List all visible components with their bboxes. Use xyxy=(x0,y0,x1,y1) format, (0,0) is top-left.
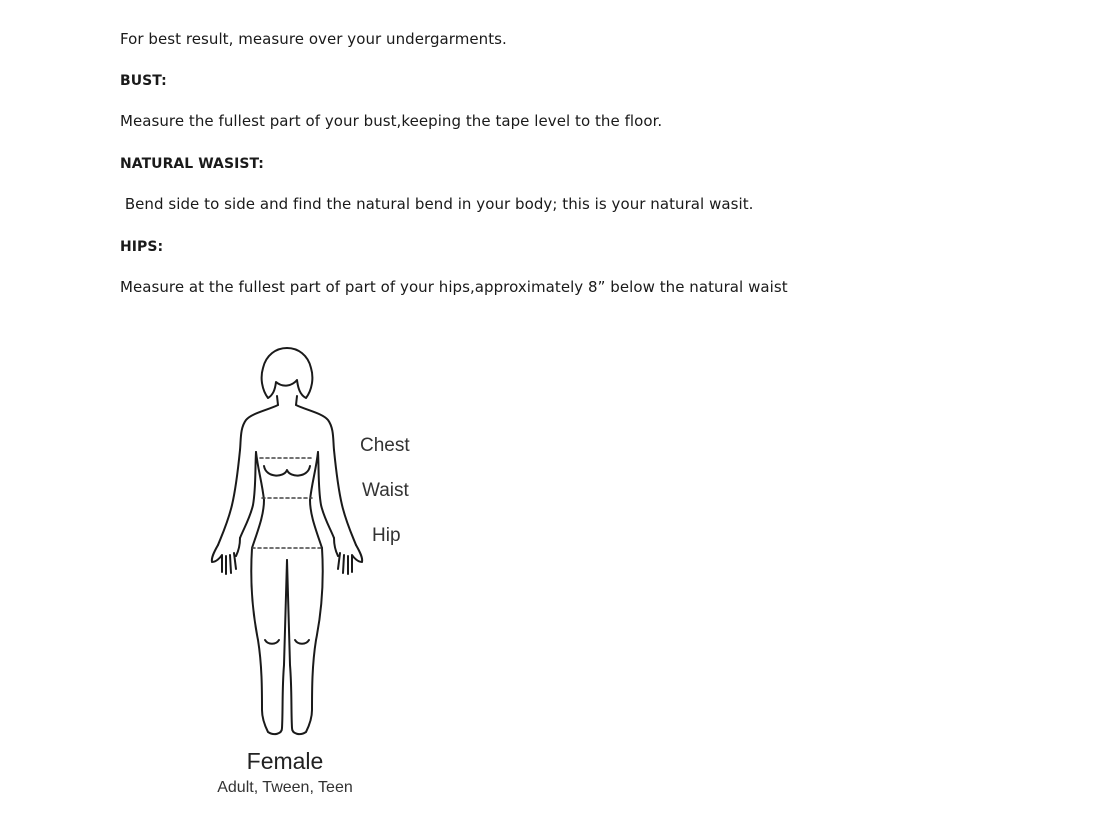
hip-label: Hip xyxy=(372,525,401,546)
intro-text: For best result, measure over your undergarments. xyxy=(120,30,507,48)
chest-label: Chest xyxy=(360,435,410,456)
hips-instructions: Measure at the fullest part of part of your hips,approximately 8” below the natural waist xyxy=(120,278,788,296)
head-outline xyxy=(262,348,313,405)
torso-outline xyxy=(218,405,356,548)
bust-heading: BUST: xyxy=(120,73,167,89)
legs-outline xyxy=(251,548,323,734)
figure-caption-subtitle: Adult, Tween, Teen xyxy=(217,779,353,796)
hips-heading: HIPS: xyxy=(120,239,164,255)
bust-instructions: Measure the fullest part of your bust,keeping the tape level to the floor. xyxy=(120,112,663,130)
waist-instructions: Bend side to side and find the natural bend in your body; this is your natural wasit. xyxy=(120,195,754,213)
figure-caption-title: Female xyxy=(246,748,324,774)
waist-label: Waist xyxy=(362,480,409,501)
waist-heading: NATURAL WASIST: xyxy=(120,156,264,172)
